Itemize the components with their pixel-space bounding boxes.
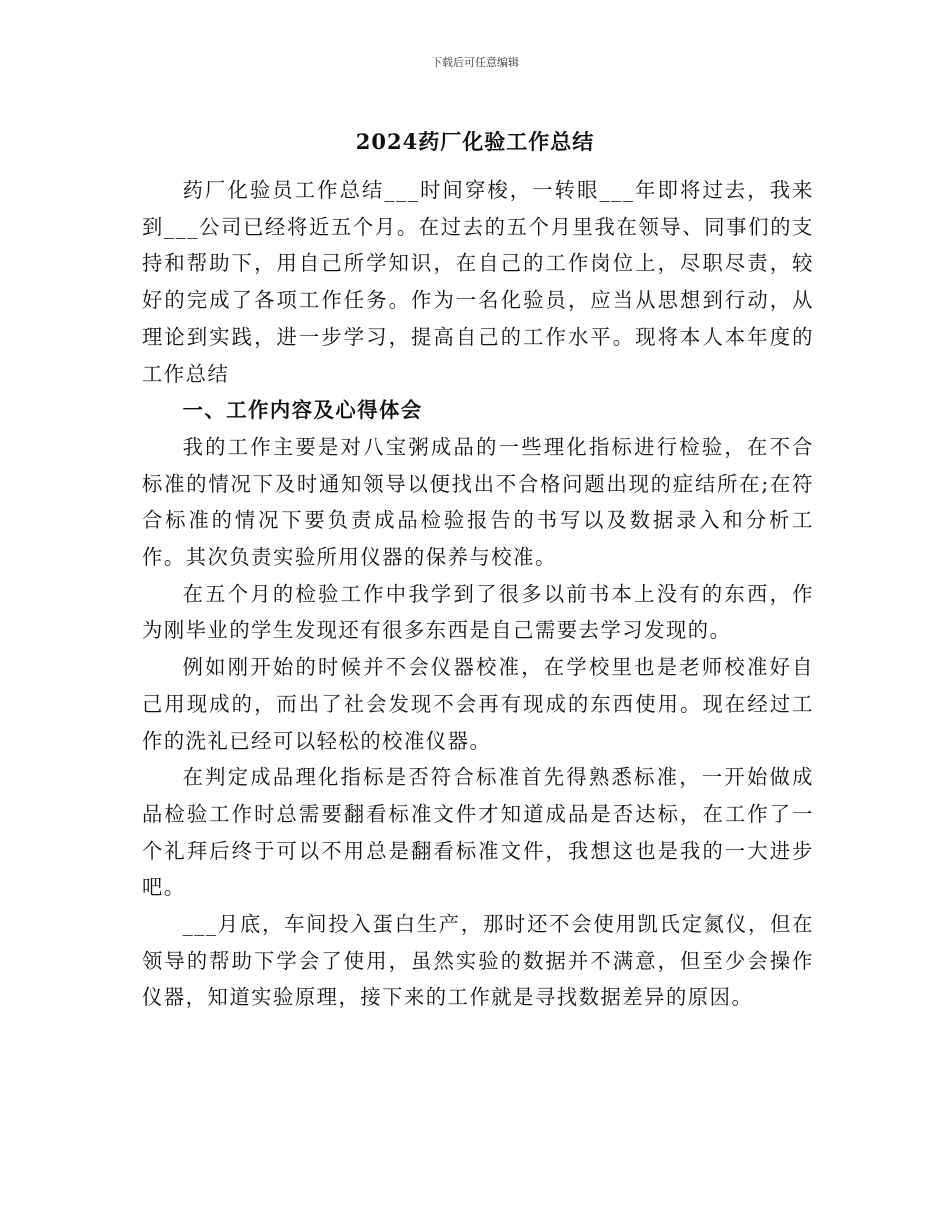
paragraph: 我的工作主要是对八宝粥成品的一些理化指标进行检验，在不合标准的情况下及时通知领导以便找出不合格问题出现的症结所在;在符合标准的情况下要负责成品检验报告的书写以及数据录入和分析工作。其次负责实验所用仪器的保养与校准。 xyxy=(142,434,814,570)
document-title: 2024药厂化验工作总结 xyxy=(355,129,595,154)
paragraph: 例如刚开始的时候并不会仪器校准，在学校里也是老师校准好自己用现成的，而出了社会发现不会再有现成的东西使用。现在经过工作的洗礼已经可以轻松的校准仪器。 xyxy=(142,655,814,753)
paragraph-intro: 药厂化验员工作总结___时间穿梭，一转眼___年即将过去，我来到___公司已经将近五个月。在过去的五个月里我在领导、同事们的支持和帮助下，用自己所学知识，在自己的工作岗位上，尽职尽责，较好的完成了各项工作任务。作为一名化验员，应当从思想到行动，从理论到实践，进一步学习，提高自己的工作水平。现将本人本年度的工作总结 xyxy=(142,178,814,386)
paragraph: 在五个月的检验工作中我学到了很多以前书本上没有的东西，作为刚毕业的学生发现还有很多东西是自己需要去学习发现的。 xyxy=(142,581,814,643)
document-body xyxy=(142,172,814,1016)
paragraph: 在判定成品理化指标是否符合标准首先得熟悉标准，一开始做成品检验工作时总需要翻看标准文件才知道成品是否达标，在工作了一个礼拜后终于可以不用总是翻看标准文件，我想这也是我的一大进步吧。 xyxy=(142,765,814,900)
header-note: 下载后可任意编辑 xyxy=(431,56,519,69)
section-heading: 一、工作内容及心得体会 xyxy=(182,398,423,423)
paragraph: ___月底，车间投入蛋白生产，那时还不会使用凯氏定氮仪，但在领导的帮助下学会了使用，虽然实验的数据并不满意，但至少会操作仪器，知道实验原理，接下来的工作就是寻找数据差异的原因。 xyxy=(142,912,814,1010)
